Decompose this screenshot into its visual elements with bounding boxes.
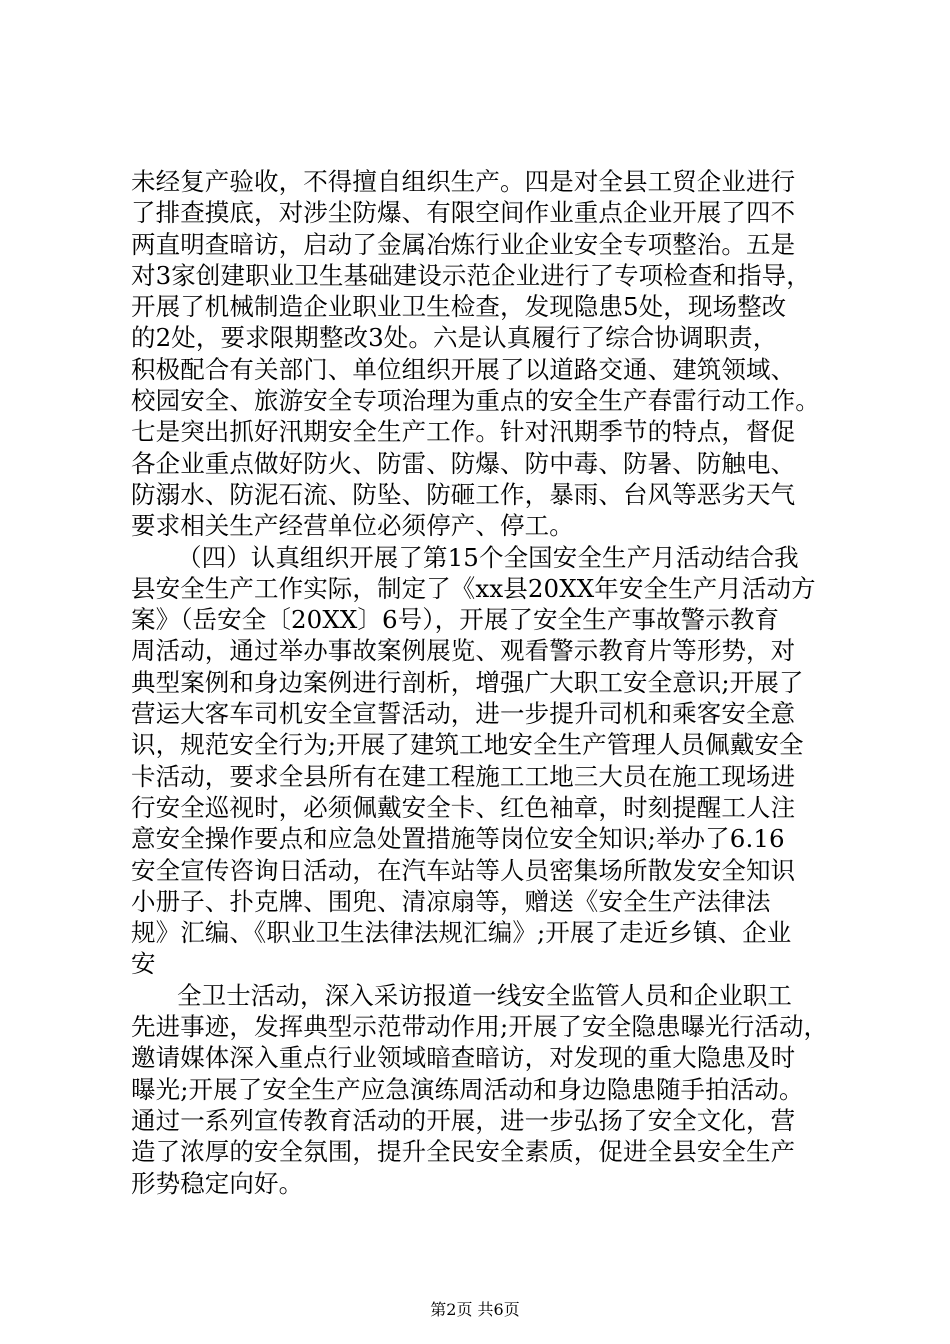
text-line: 曝光;开展了安全生产应急演练周活动和身边隐患随手拍活动。 <box>131 1074 804 1104</box>
text-line: 两直明查暗访，启动了金属冶炼行业企业安全专项整治。五是 <box>131 229 796 259</box>
text-line: 意安全操作要点和应急处置措施等岗位安全知识;举办了6.16 <box>131 824 785 854</box>
text-line: 行安全巡视时，必须佩戴安全卡、红色袖章，时刻提醒工人注 <box>131 792 796 822</box>
text-line: 对3家创建职业卫生基础建设示范企业进行了专项检查和指导， <box>131 260 811 290</box>
text-line: 各企业重点做好防火、防雷、防爆、防中毒、防暑、防触电、 <box>131 448 796 478</box>
text-line: 要求相关生产经营单位必须停产、停工。 <box>131 511 574 541</box>
text-line: 典型案例和身边案例进行剖析，增强广大职工安全意识;开展了 <box>131 667 804 697</box>
text-line: 开展了机械制造企业职业卫生检查，发现隐患5处，现场整改 <box>131 292 787 322</box>
text-line: 造了浓厚的安全氛围，提升全民安全素质，促进全县安全生产 <box>131 1137 796 1167</box>
text-line: 小册子、扑克牌、围兜、清凉扇等，赠送《安全生产法律法 <box>131 886 771 916</box>
body-text <box>131 166 831 1199</box>
text-line: 安 <box>131 949 156 979</box>
text-line: 规》汇编、《职业卫生法律法规汇编》;开展了走近乡镇、企业 <box>131 918 792 948</box>
page-number-footer: 第2页 共6页 <box>430 1300 520 1319</box>
text-line: 识，规范安全行为;开展了建筑工地安全生产管理人员佩戴安全 <box>131 730 804 760</box>
text-line: 防溺水、防泥石流、防坠、防砸工作，暴雨、台风等恶劣天气 <box>131 479 796 509</box>
text-line: 周活动，通过举办事故案例展览、观看警示教育片等形势，对 <box>131 636 796 666</box>
text-line: 县安全生产工作实际，制定了《xx县20XX年安全生产月活动方 <box>131 573 816 603</box>
text-line: 积极配合有关部门、单位组织开展了以道路交通、建筑领域、 <box>131 354 796 384</box>
text-line: 安全宣传咨询日活动，在汽车站等人员密集场所散发安全知识 <box>131 855 796 885</box>
text-line: 未经复产验收，不得擅自组织生产。四是对全县工贸企业进行 <box>131 167 796 196</box>
text-line: 的2处，要求限期整改3处。六是认真履行了综合协调职责， <box>131 323 778 353</box>
text-line: 营运大客车司机安全宣誓活动，进一步提升司机和乘客安全意 <box>131 699 796 729</box>
text-line: 卡活动，要求全县所有在建工程施工工地三大员在施工现场进 <box>131 761 796 791</box>
text-line: 邀请媒体深入重点行业领域暗查暗访，对发现的重大隐患及时 <box>131 1043 796 1073</box>
paragraph-start-line: 全卫士活动，深入采访报道一线安全监管人员和企业职工 <box>177 980 792 1010</box>
text-line: 七是突出抓好汛期安全生产工作。针对汛期季节的特点，督促 <box>131 417 796 447</box>
text-line: 通过一系列宣传教育活动的开展，进一步弘扬了安全文化，营 <box>131 1105 796 1135</box>
paragraph-start-line: （四）认真组织开展了第15个全国安全生产月活动结合我 <box>177 542 799 572</box>
text-line: 形势稳定向好。 <box>131 1168 304 1198</box>
text-line: 先进事迹，发挥典型示范带动作用;开展了安全隐患曝光行活动， <box>131 1012 829 1042</box>
text-line: 案》（岳安全〔20XX〕6号），开展了安全生产事故警示教育 <box>131 605 780 635</box>
text-line: 校园安全、旅游安全专项治理为重点的安全生产春雷行动工作。 <box>131 386 820 416</box>
text-line: 了排查摸底，对涉尘防爆、有限空间作业重点企业开展了四不 <box>131 198 796 228</box>
